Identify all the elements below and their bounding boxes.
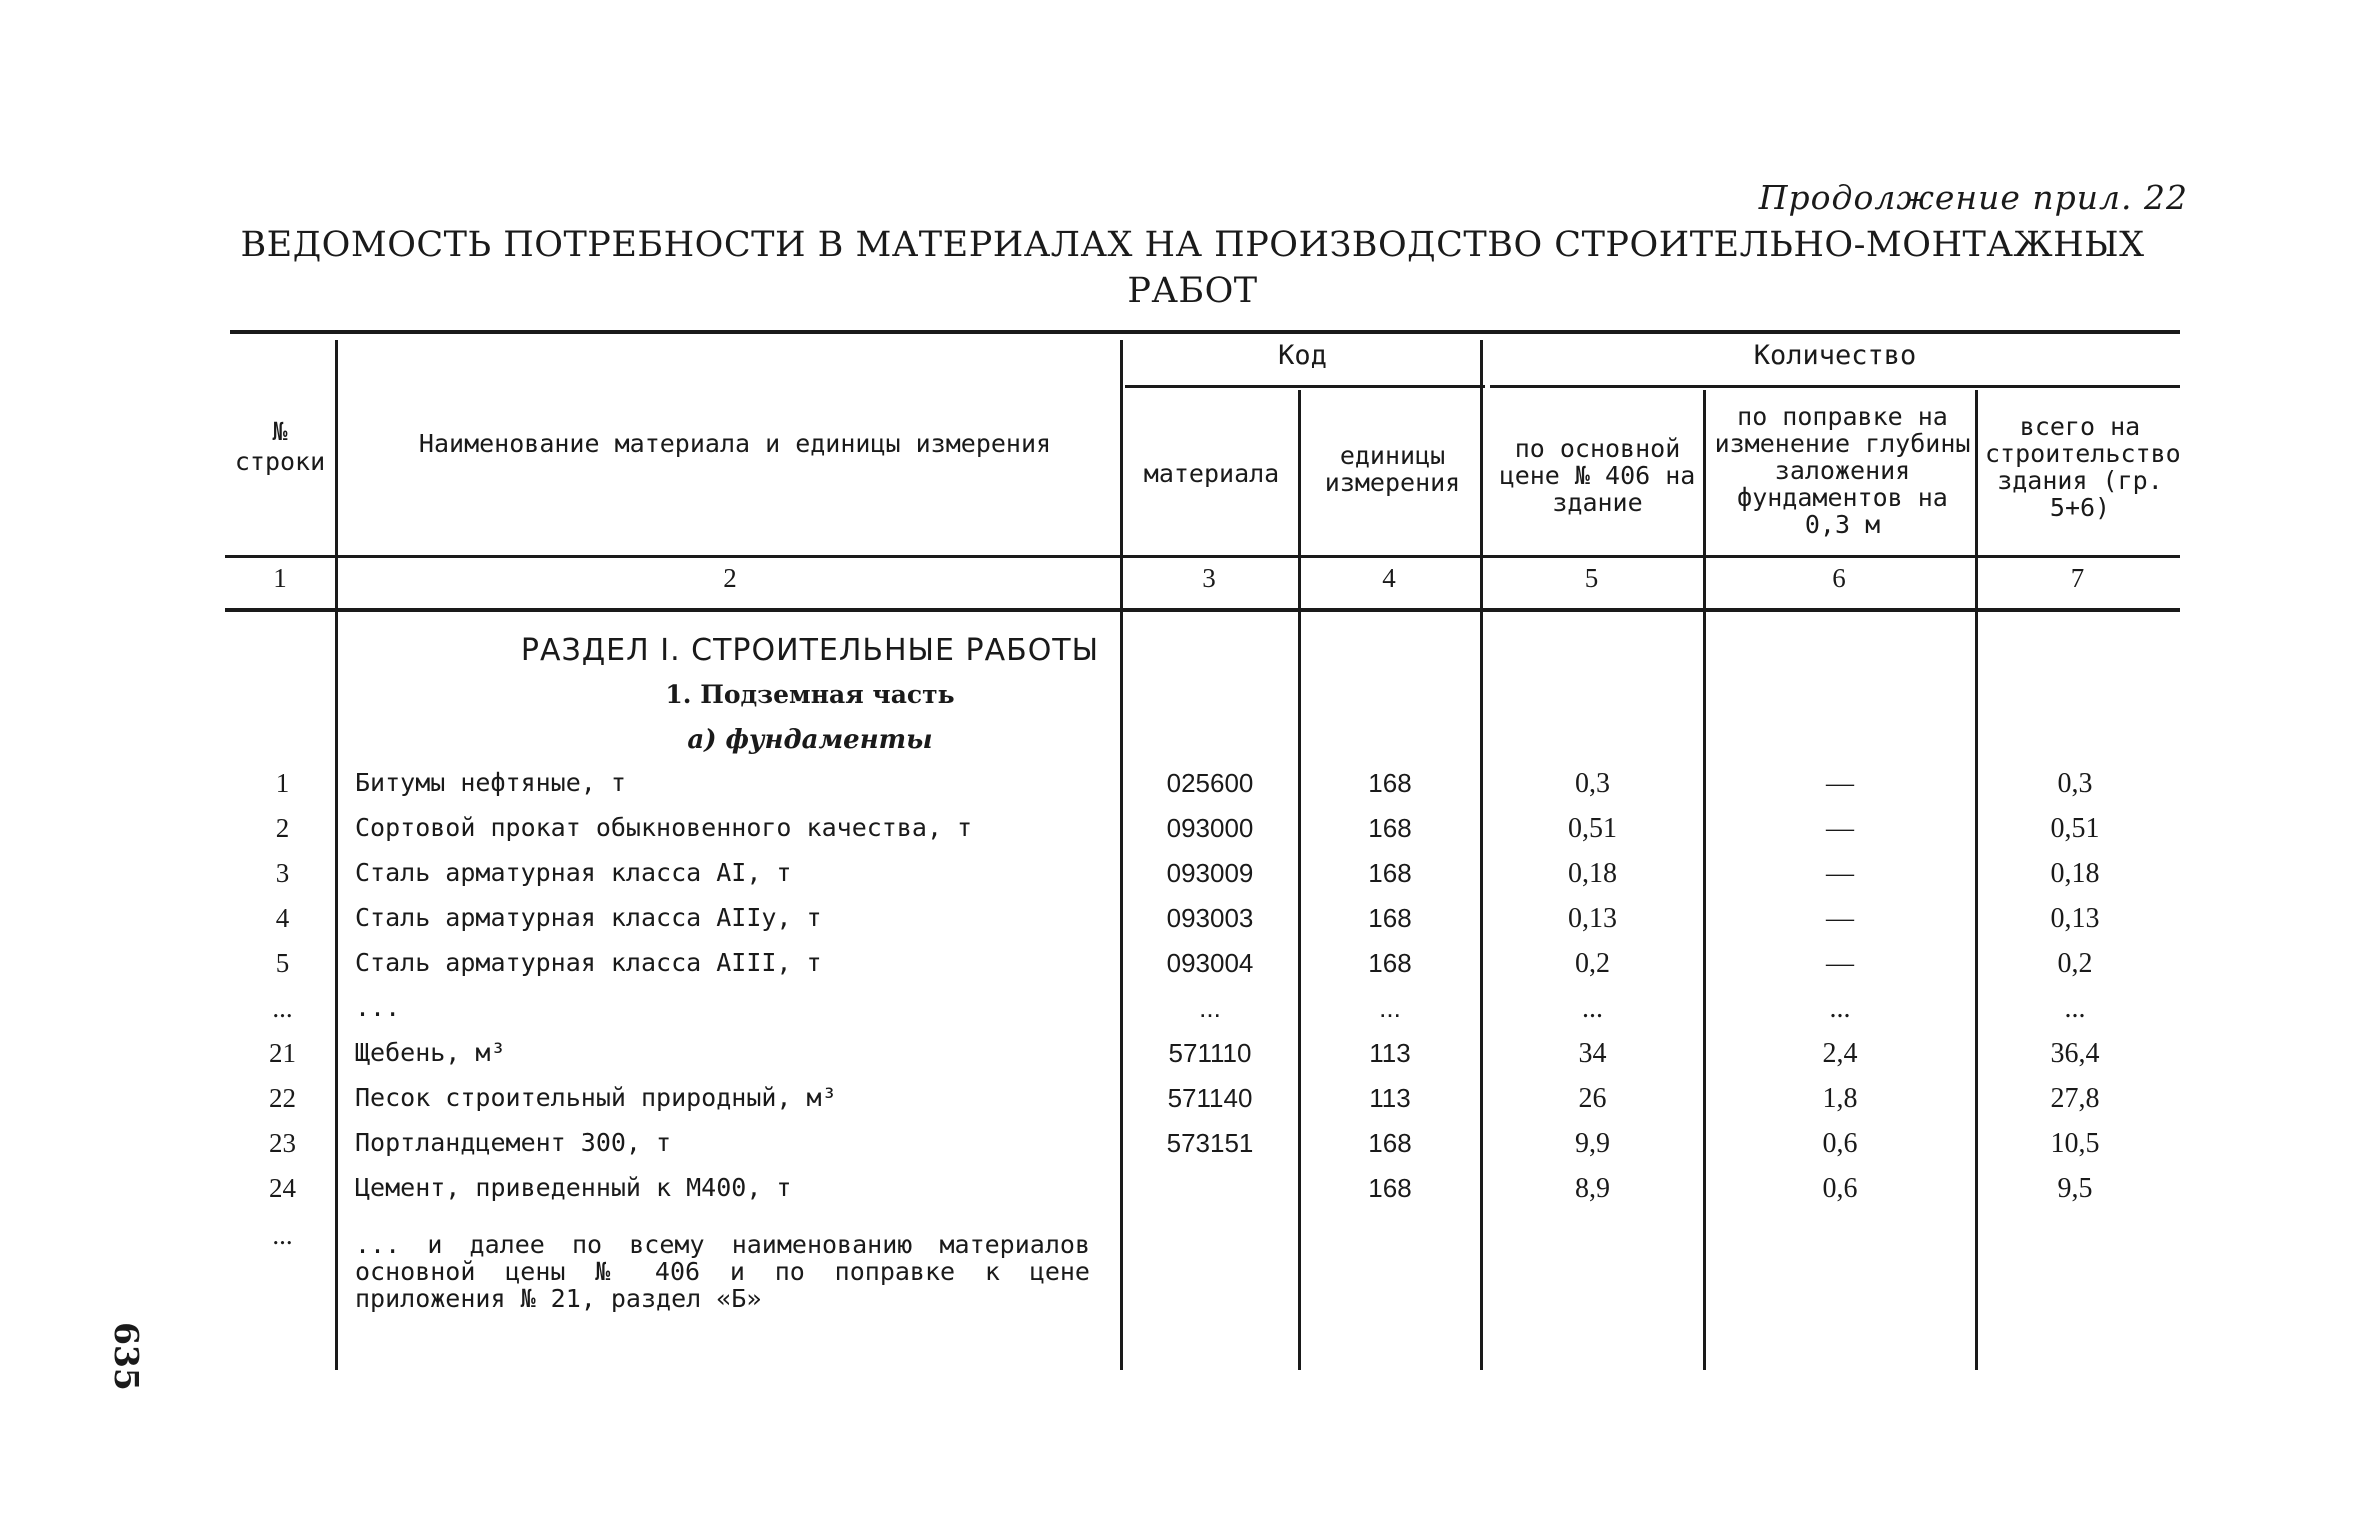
column-number-6: 6	[1832, 563, 1846, 593]
qty-total: 9,5	[2057, 1173, 2093, 1204]
qty-total: 0,2	[2057, 948, 2093, 979]
unit-code: 168	[1368, 813, 1412, 843]
qty-base: 0,51	[1568, 813, 1617, 844]
title-line-2: РАБОТ	[1127, 271, 1258, 311]
header-qty-group: Количество	[1753, 340, 1917, 371]
subsubsection-heading: а) фундаменты	[687, 725, 933, 755]
material-code: 025600	[1166, 768, 1254, 798]
row-number: ...	[272, 993, 293, 1023]
material-name: Сталь арматурная класса AIII, т	[355, 948, 822, 977]
qty-base: 0,13	[1568, 903, 1617, 934]
material-name: Портландцемент 300, т	[355, 1128, 672, 1157]
qty-base: 0,18	[1568, 858, 1617, 889]
table-top-rule	[230, 330, 2180, 334]
qty-correction: —	[1826, 858, 1854, 889]
col-divider-4	[1480, 340, 1483, 1370]
row-number: 24	[269, 1173, 296, 1203]
row-number: 3	[275, 858, 290, 888]
header-code-material: материала	[1143, 459, 1280, 488]
page-number: 635	[107, 1322, 146, 1391]
qty-correction: 0,6	[1822, 1128, 1858, 1159]
header-qty-correction: по поправке на изменение глубины заложения фундаментов на 0,3 м	[1714, 402, 1971, 539]
row-number: 4	[275, 903, 290, 933]
qty-total: 27,8	[2050, 1083, 2100, 1114]
table-row	[225, 1038, 2180, 1078]
header-qty-total: всего на строительство здания (гр. 5+6)	[1985, 412, 2181, 522]
table-row	[225, 948, 2180, 988]
qty-base: ...	[1582, 993, 1603, 1024]
qty-base: 0,3	[1575, 768, 1610, 799]
unit-code: 168	[1368, 903, 1412, 933]
row-number: 1	[275, 768, 290, 798]
material-code: 093003	[1166, 903, 1254, 933]
header-code-group: Код	[1278, 340, 1327, 371]
material-code: 573151	[1166, 1128, 1254, 1158]
material-name: ...	[355, 993, 401, 1022]
material-name: Песок строительный природный, м³	[355, 1083, 837, 1112]
material-code: 093004	[1166, 948, 1254, 978]
material-code: ...	[1199, 993, 1221, 1023]
qty-total: 36,4	[2050, 1038, 2100, 1069]
column-numbers-rule	[225, 608, 2180, 612]
qty-correction: —	[1826, 948, 1854, 979]
qty-correction: 1,8	[1822, 1083, 1858, 1114]
qty-base: 0,2	[1575, 948, 1610, 979]
table-row	[225, 858, 2180, 898]
qty-correction: ...	[1829, 993, 1851, 1024]
materials-table	[225, 325, 2180, 1365]
row-number: 21	[269, 1038, 296, 1068]
qty-total: ...	[2064, 993, 2086, 1024]
unit-code: 168	[1368, 768, 1412, 798]
row-number: 2	[275, 813, 290, 843]
unit-code: ...	[1379, 993, 1401, 1023]
qty-base: 34	[1578, 1038, 1607, 1069]
qty-total: 10,5	[2050, 1128, 2100, 1159]
qty-base: 8,9	[1575, 1173, 1610, 1204]
title-line-1: ВЕДОМОСТЬ ПОТРЕБНОСТИ В МАТЕРИАЛАХ НА ПРОИЗВОДСТВО СТРОИТЕЛЬНО-МОНТАЖНЫХ	[240, 225, 2145, 265]
qty-base: 9,9	[1575, 1128, 1610, 1159]
qty-total: 0,18	[2050, 858, 2100, 889]
qty-correction: —	[1826, 768, 1854, 799]
material-name: Цемент, приведенный к М400, т	[355, 1173, 792, 1202]
material-name: Щебень, м³	[355, 1038, 506, 1067]
qty-correction: 2,4	[1822, 1038, 1858, 1069]
material-name: Сортовой прокат обыкновенного качества, т	[355, 813, 973, 842]
material-code: 571110	[1168, 1038, 1252, 1068]
unit-code: 168	[1368, 1128, 1412, 1158]
unit-code: 113	[1369, 1083, 1411, 1113]
header-qty-base: по основной цене № 406 на здание	[1499, 434, 1696, 517]
material-code: 093009	[1166, 858, 1254, 888]
qty-correction: —	[1826, 813, 1854, 844]
qty-correction: 0,6	[1822, 1173, 1858, 1204]
continuation-footnote: ... и далее по всему наименованию материалов основной цены № 406 и по поправке к цене приложения № 21, раздел «Б»	[355, 1230, 1090, 1313]
continuation-note: Продолжение прил. 22	[1758, 178, 2188, 217]
row-number: ...	[272, 1220, 293, 1250]
table-row	[225, 813, 2180, 853]
document-title	[220, 222, 2165, 314]
unit-code: 168	[1368, 948, 1412, 978]
material-code: 093000	[1166, 813, 1254, 843]
column-number-1: 1	[273, 563, 287, 593]
material-name: Сталь арматурная класса AI, т	[355, 858, 792, 887]
qty-base: 26	[1578, 1083, 1607, 1114]
qty-total: 0,13	[2050, 903, 2100, 934]
column-number-3: 3	[1202, 563, 1216, 593]
table-row	[225, 993, 2180, 1033]
row-number: 5	[275, 948, 290, 978]
material-name: Битумы нефтяные, т	[355, 768, 626, 797]
table-row	[225, 903, 2180, 943]
row-number: 22	[269, 1083, 296, 1113]
unit-code: 113	[1369, 1038, 1411, 1068]
unit-code: 168	[1368, 858, 1412, 888]
column-number-7: 7	[2070, 563, 2085, 593]
header-row-number: № строки	[234, 417, 326, 476]
column-number-2: 2	[723, 563, 737, 593]
material-code: 571140	[1167, 1083, 1253, 1113]
qty-correction: —	[1826, 903, 1854, 934]
row-number: 23	[269, 1128, 296, 1158]
code-group-rule	[1125, 385, 1485, 388]
material-name: Сталь арматурная класса AIIу, т	[355, 903, 822, 932]
table-row	[225, 1173, 2180, 1213]
column-number-4: 4	[1382, 563, 1396, 593]
header-bottom-rule	[225, 555, 2180, 558]
col-divider-2	[1120, 340, 1123, 1370]
qty-group-rule	[1490, 385, 2180, 388]
qty-total: 0,3	[2057, 768, 2093, 799]
table-row	[225, 1128, 2180, 1168]
unit-code: 168	[1368, 1173, 1412, 1203]
subsection-heading: 1. Подземная часть	[665, 680, 955, 709]
table-row	[225, 1083, 2180, 1123]
section-heading: РАЗДЕЛ I. СТРОИТЕЛЬНЫЕ РАБОТЫ	[520, 633, 1100, 668]
qty-total: 0,51	[2050, 813, 2100, 844]
header-name: Наименование материала и единицы измерения	[418, 429, 1052, 458]
col-divider-1	[335, 340, 338, 1370]
header-code-unit: единицы измерения	[1324, 441, 1461, 497]
column-number-5: 5	[1584, 563, 1599, 593]
table-row	[225, 768, 2180, 808]
